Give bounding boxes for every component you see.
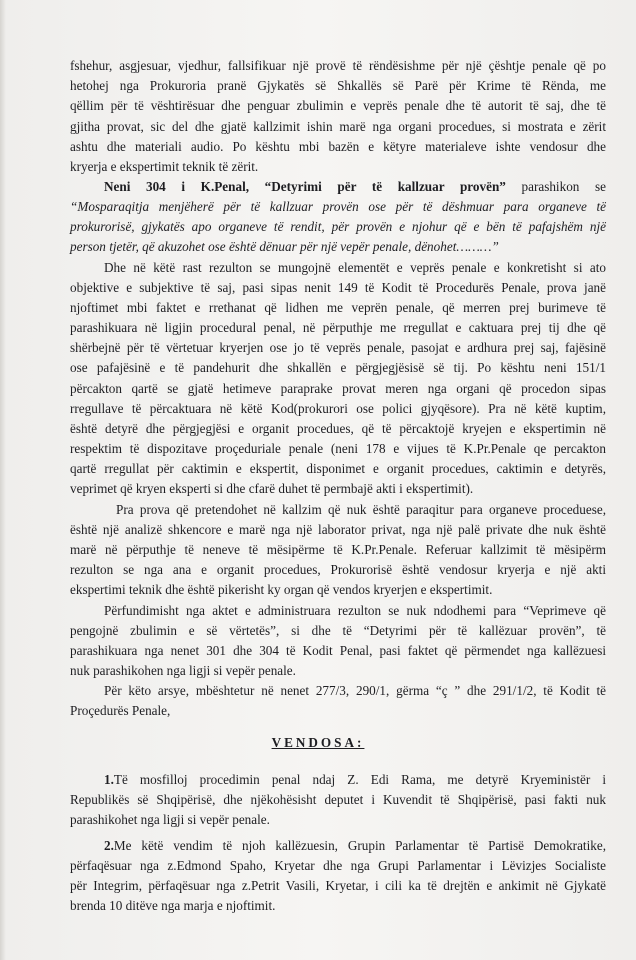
paragraph-5-line: Proçedurës Penale, (70, 703, 171, 718)
paragraph-2-line: është detyrë dhe përgjegjësi e organit procedues, që të përcaktojë kryejen e ekspertimin në (70, 421, 606, 436)
decision-1-number: 1. (104, 772, 114, 787)
paragraph-3-line: është një analizë shkencore e marë nga një laborator privat, nga një palë private dhe nuk është (70, 522, 606, 537)
paragraph-1-line: qëllim për të vështirësuar dhe penguar zbulimin e veprës penale dhe të autorit të saj, dhe të (70, 98, 606, 113)
paragraph-1-line: hetohej nga Prokuroria pranë Gjykatës së Shkallës së Parë për Krime të Rënda, me (70, 78, 606, 93)
paragraph-2-line: përcakton qartë se gjatë hetimeve paraprake provat meren nga organi që procedon sipas (70, 381, 606, 396)
decision-2-line: për Integrim, përfaqësuar nga z.Petrit Vasili, Kryetar, i cili ka të drejtën e ankimit në Gjykatë (70, 878, 606, 893)
decision-2-text: Me këtë vendim të njoh kallëzuesin, Grupin Parlamentar të Partisë Demokratike, (113, 838, 606, 853)
paragraph-2-line: shërbejnë për të vërtetuar kryerjen ose jo të veprës penale, pasojat e ardhura prej saj, fajësinë (70, 340, 606, 355)
paragraph-5-line: Për këto arsye, mbështetur në nenet 277/3, 290/1, gërma “ç ” dhe 291/1/2, të Kodit të (104, 683, 606, 698)
paragraph-3-line: rezulton se nga ana e organit procedues, Prokurorisë është vendosur kryerja e një akti (70, 562, 606, 577)
paragraph-1-line: ashtu dhe materiali audio. Po kështu mbi bazën e këtyre materialeve ishte vendosur dhe (70, 139, 606, 154)
article-quote-line: prokurorisë, gjykatës apo organeve të rendit, për provën e njohur që e bën të pafajshëm një (70, 219, 606, 234)
paragraph-2-line: veprimet që kryen eksperti si dhe cfarë duhet të permbajë akti i ekspertimit). (70, 481, 474, 496)
paragraph-4-line: parashikuara nga nenet 301 dhe 304 të Kodit Penal, pasi faktet që përmendet nga kallëzuesi (70, 643, 606, 658)
paragraph-4-line: nuk parashikohen nga ligji si vepër penale. (70, 663, 296, 678)
decision-1-line: Republikës së Shqipërisë, dhe njëkohësisht deputet i Kuvendit të Shqipërisë, pasi fakti nuk (70, 792, 606, 807)
decision-2-line: përfaqësuar nga z.Edmond Spaho, Kryetar dhe nga Grupi Parlamentar i Lëvizjes Socialiste (70, 858, 606, 873)
decision-2-line (104, 836, 606, 856)
article-304-label: Neni 304 i K.Penal, “Detyrimi për të kallzuar provën” (104, 179, 506, 194)
decision-1-line: parashikohet nga ligji si vepër penale. (70, 812, 270, 827)
paragraph-2-line: ose pafajësinë e të pandehurit dhe shkallën e përgjegjësisë së tij. Po kështu neni 151/1 (70, 360, 606, 375)
paragraph-3-line: marë në përputhje të neneve të mësipërme të K.Pr.Penale. Referuar kallzimit të mësipërm (70, 542, 606, 557)
decision-1-line (104, 770, 606, 790)
page-edge-shadow (0, 0, 6, 960)
article-304-rest: parashikon se (521, 179, 606, 194)
decision-2-line: brenda 10 ditëve nga marja e njoftimit. (70, 898, 276, 913)
paragraph-3-line: ekspertimi teknik dhe është pikerisht ky organ që vendos kryerjen e ekspertimit. (70, 582, 493, 597)
decision-2-number: 2. (104, 838, 114, 853)
paragraph-2-line: qartë rregullat për caktimin e ekspertit, disponimet e organit procedues, caktimin e detyrës, (70, 461, 606, 476)
article-quote-line: “Mosparaqitja menjëherë për të kallzuar provën ose për të dëshmuar para organeve të (70, 199, 606, 214)
paragraph-2-line: Dhe në këtë rast rezulton se mungojnë elementët e veprës penale e konkretisht si ato (104, 260, 606, 275)
paragraph-2-line: parashikuara në ligjin procedural penal, në përputhje me rregullat e caktuara prej tij dhe që (70, 320, 606, 335)
decision-heading: VENDOSA: (271, 735, 365, 750)
paragraph-3-line: Pra prova që pretendohet në kallzim që nuk është paraqitur para organeve proceduese, (116, 502, 606, 517)
article-304-reference (104, 177, 606, 197)
paragraph-4-line: pengojnë zbulimin e së vërtetës”, si dhe të “Detyrimi për të kallëzuar provën”, të (70, 623, 606, 638)
paragraph-2-line: njoftimet mbi faktet e rrethanat që lidhen me veprën penale, që merren prej burimeve të (70, 300, 606, 315)
paragraph-1-line: kryerja e ekspertimit teknik të zërit. (70, 159, 259, 174)
paragraph-1-line: gjitha provat, sic del dhe gjatë kallzimit ishin marë nga organi procedues, si mostrata e zërit (70, 119, 606, 134)
paragraph-1-line: fshehur, asgjesuar, vjedhur, fallsifikuar një provë të rëndësishme për një çështje penale që po (70, 58, 606, 73)
paragraph-2-line: objektive e subjektive të saj, pasi sipas nenit 149 të Kodit të Procedurës Penale, prova janë (70, 280, 606, 295)
decision-1-text: Të mosfilloj procedimin penal ndaj Z. Edi Rama, me detyrë Kryeministër i (113, 772, 606, 787)
article-quote-line: person tjetër, që akuzohet ose është dënuar për një vepër penale, dënohet………” (70, 239, 499, 254)
paragraph-4-line: Përfundimisht nga aktet e administruara rezulton se nuk ndodhemi para “Veprimeve që (104, 603, 606, 618)
paragraph-2-line: respektim të dispozitave proçeduriale penale (neni 178 e vijues të K.Pr.Penale qe percakton (70, 441, 606, 456)
paragraph-2-line: rregullave të përcaktuara në këtë Kod(prokurori ose polici gjyqësore). Pra në këtë kuptim, (70, 401, 606, 416)
